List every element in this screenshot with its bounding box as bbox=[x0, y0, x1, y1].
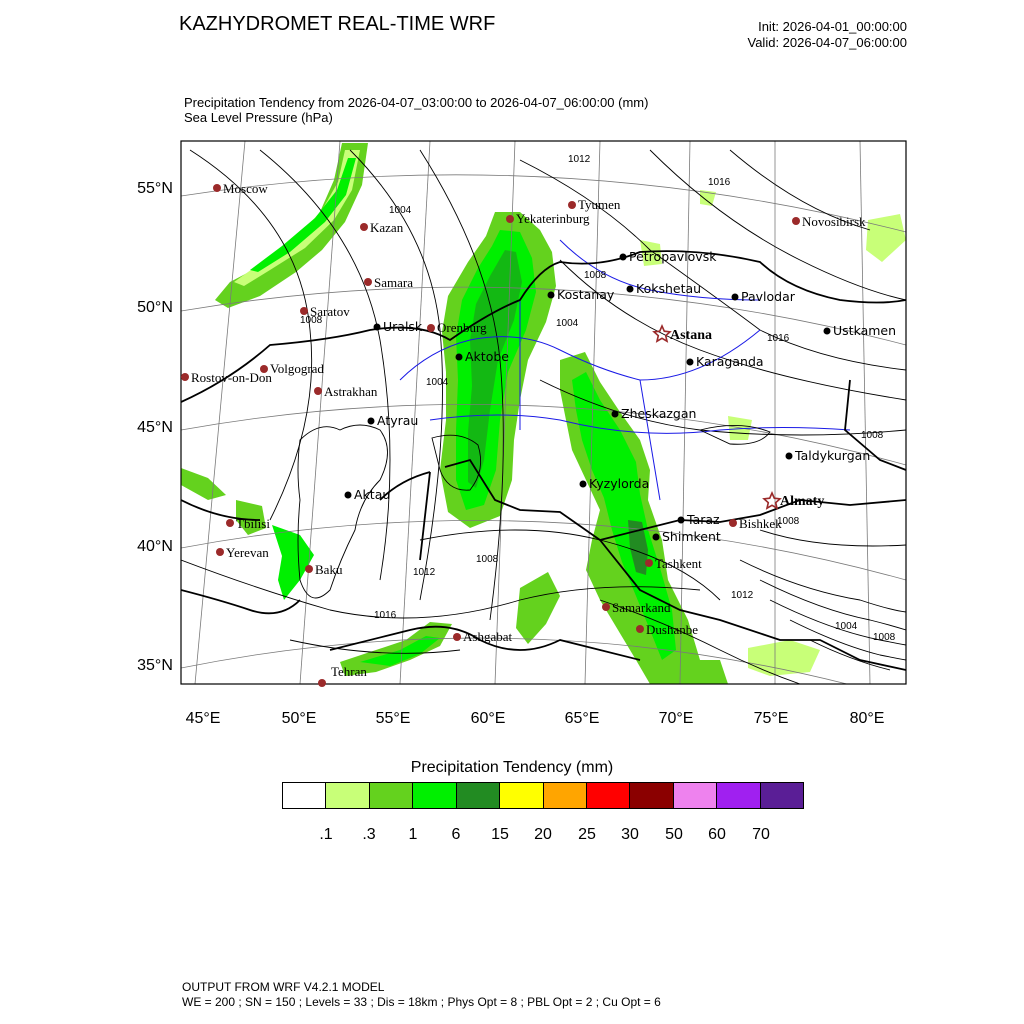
city-label: Taldykurgan bbox=[795, 448, 871, 463]
city-label: Tyumen bbox=[578, 197, 621, 212]
lon-label: 45°E bbox=[185, 710, 221, 727]
city-label: Yerevan bbox=[226, 545, 269, 560]
city-label: Kazan bbox=[370, 220, 404, 235]
valid-time-label: Valid: 2026-04-07_06:00:00 bbox=[747, 35, 907, 50]
plot-title: KAZHYDROMET REAL-TIME WRF bbox=[179, 13, 496, 35]
capital-label: Astana bbox=[670, 328, 713, 343]
isobar-label: 1016 bbox=[767, 333, 790, 344]
city-label: Orenburg bbox=[437, 320, 487, 335]
legend-swatch bbox=[326, 783, 369, 808]
city-label: Karaganda bbox=[696, 354, 764, 369]
isobar-label: 1008 bbox=[300, 315, 323, 326]
city-label: Petropavlovsk bbox=[629, 249, 717, 264]
legend-swatch bbox=[457, 783, 500, 808]
city-label: Astrakhan bbox=[324, 384, 378, 399]
legend-swatch bbox=[500, 783, 543, 808]
legend-swatch bbox=[283, 783, 326, 808]
legend-swatch bbox=[761, 783, 803, 808]
city-label: Samarkand bbox=[612, 600, 671, 615]
isobar-label: 1008 bbox=[873, 632, 896, 643]
city-label: Aktau bbox=[354, 487, 391, 502]
city-label: Aktobe bbox=[465, 349, 509, 364]
legend-tick-label: 1 bbox=[408, 826, 418, 843]
city-label: Kokshetau bbox=[636, 281, 702, 296]
field-title-slp: Sea Level Pressure (hPa) bbox=[184, 110, 333, 125]
city-label: Bishkek bbox=[739, 516, 782, 531]
legend-tick-label: 25 bbox=[578, 826, 596, 843]
city-label: Novosibirsk bbox=[802, 214, 866, 229]
isobar-label: 1012 bbox=[731, 590, 754, 601]
legend-tick-label: 15 bbox=[491, 826, 509, 843]
lon-label: 65°E bbox=[564, 710, 600, 727]
isobar-label: 1008 bbox=[777, 516, 800, 527]
lon-label: 75°E bbox=[753, 710, 789, 727]
legend-tick-label: 20 bbox=[534, 826, 552, 843]
legend-tick-label: 6 bbox=[451, 826, 461, 843]
lon-label: 55°E bbox=[375, 710, 411, 727]
isobar-label: 1012 bbox=[568, 154, 591, 165]
lon-label: 80°E bbox=[849, 710, 885, 727]
isobar-label: 1008 bbox=[861, 430, 884, 441]
lat-label: 50°N bbox=[137, 299, 173, 316]
city-label: Yekaterinburg bbox=[516, 211, 590, 226]
city-label: Dushanbe bbox=[646, 622, 698, 637]
footer-model-line: OUTPUT FROM WRF V4.2.1 MODEL bbox=[182, 980, 385, 994]
isobar-label: 1004 bbox=[426, 377, 449, 388]
legend-tick-label: 30 bbox=[621, 826, 639, 843]
city-label: Tehran bbox=[331, 664, 367, 679]
legend-tick-label: .3 bbox=[362, 826, 376, 843]
isobar-label: 1016 bbox=[374, 610, 397, 621]
city-label: Tbilisi bbox=[236, 516, 270, 531]
city-label: Samara bbox=[374, 275, 413, 290]
isobar-label: 1004 bbox=[835, 621, 858, 632]
legend-tick-label: .1 bbox=[319, 826, 333, 843]
isobar-label: 1016 bbox=[708, 177, 731, 188]
footer-settings-line: WE = 200 ; SN = 150 ; Levels = 33 ; Dis = 18km ; Phys Opt = 8 ; PBL Opt = 2 ; Cu Opt = 6 bbox=[182, 995, 661, 1009]
city-label: Shimkent bbox=[662, 529, 721, 544]
lat-label: 35°N bbox=[137, 657, 173, 674]
legend-swatch bbox=[587, 783, 630, 808]
city-label: Atyrau bbox=[377, 413, 419, 428]
legend-title: Precipitation Tendency (mm) bbox=[410, 759, 614, 776]
city-label: Zheskazgan bbox=[621, 406, 697, 421]
legend-swatch bbox=[717, 783, 760, 808]
isobar-label: 1012 bbox=[413, 567, 436, 578]
isobar-label: 1008 bbox=[584, 270, 607, 281]
lon-label: 50°E bbox=[281, 710, 317, 727]
lat-label: 40°N bbox=[137, 538, 173, 555]
latitude-labels bbox=[137, 180, 173, 674]
city-label: Uralsk bbox=[383, 319, 423, 334]
city-label: Ustkamen bbox=[833, 323, 897, 338]
isobar-label: 1004 bbox=[389, 205, 412, 216]
legend-swatch bbox=[544, 783, 587, 808]
city-label: Volgograd bbox=[270, 361, 324, 376]
city-label: Saratov bbox=[310, 304, 350, 319]
city-label: Kyzylorda bbox=[589, 476, 650, 491]
lat-label: 45°N bbox=[137, 419, 173, 436]
isobar-label: 1004 bbox=[556, 318, 579, 329]
city-label: Baku bbox=[315, 562, 343, 577]
city-label: Moscow bbox=[223, 181, 268, 196]
field-title-precip: Precipitation Tendency from 2026-04-07_03:00:00 to 2026-04-07_06:00:00 (mm) bbox=[184, 95, 649, 110]
lon-label: 70°E bbox=[658, 710, 694, 727]
legend-swatch bbox=[674, 783, 717, 808]
legend-swatch bbox=[370, 783, 413, 808]
legend-tick-label: 50 bbox=[665, 826, 683, 843]
city-label: Taraz bbox=[687, 512, 720, 527]
city-label: Pavlodar bbox=[741, 289, 795, 304]
city-label: Tashkent bbox=[655, 556, 702, 571]
city-label: Rostov-on-Don bbox=[191, 370, 272, 385]
lat-label: 55°N bbox=[137, 180, 173, 197]
city-label: Kostanay bbox=[557, 287, 615, 302]
legend-swatch bbox=[630, 783, 673, 808]
color-legend bbox=[282, 782, 804, 809]
legend-tick-label: 60 bbox=[708, 826, 726, 843]
legend-tick-label: 70 bbox=[752, 826, 770, 843]
isobar-label: 1008 bbox=[476, 554, 499, 565]
capital-label: Almaty bbox=[780, 494, 825, 509]
lon-label: 60°E bbox=[470, 710, 506, 727]
longitude-labels bbox=[186, 710, 885, 727]
init-time-label: Init: 2026-04-01_00:00:00 bbox=[758, 19, 907, 34]
city-label: Ashgabat bbox=[463, 629, 513, 644]
legend-swatch bbox=[413, 783, 456, 808]
